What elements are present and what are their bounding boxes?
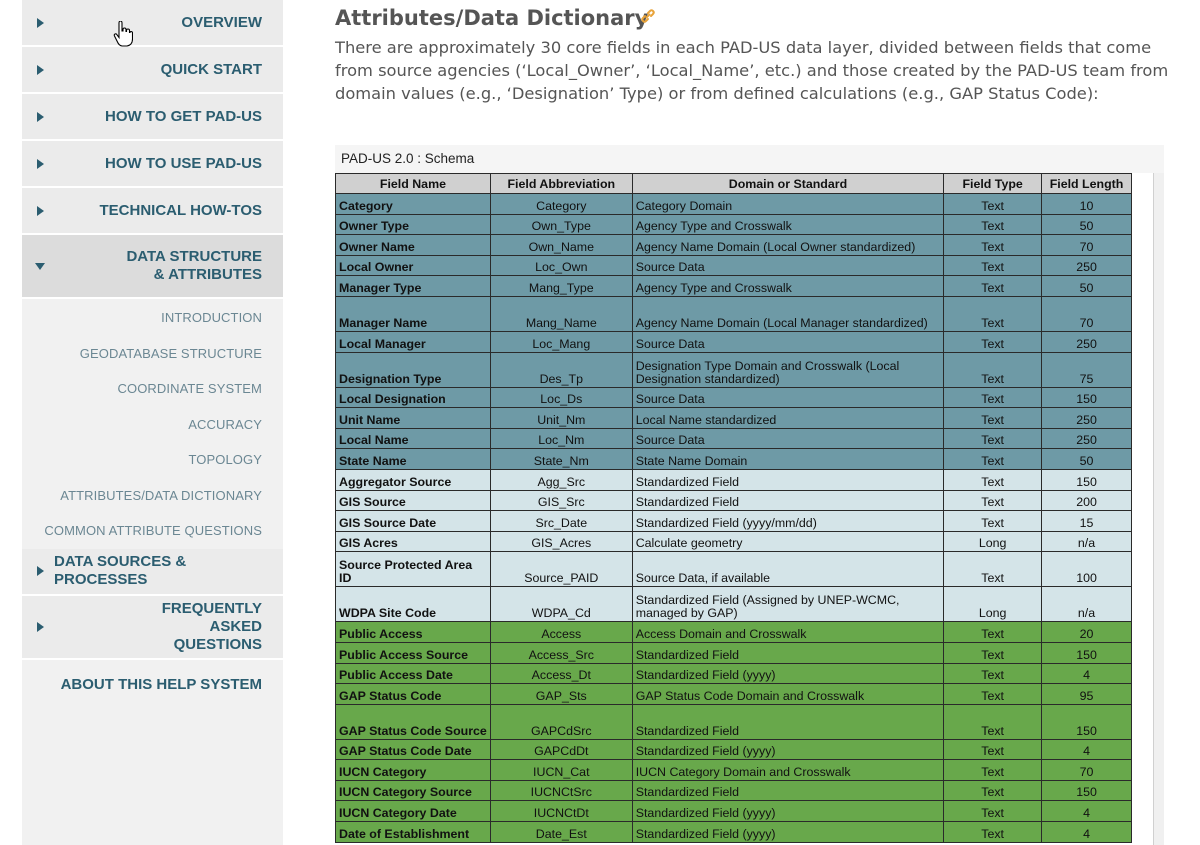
table-cell: Text bbox=[944, 490, 1042, 511]
table-cell: Local Name standardized bbox=[632, 408, 943, 429]
table-cell: Standardized Field (yyyy) bbox=[632, 801, 943, 822]
table-cell: GAPCdDt bbox=[490, 739, 632, 760]
table-cell: Standardized Field (yyyy) bbox=[632, 739, 943, 760]
table-cell: Local Manager bbox=[336, 331, 491, 352]
table-row bbox=[336, 214, 1132, 235]
subnav-item-introduction[interactable]: INTRODUCTION bbox=[161, 310, 262, 325]
nav-item-technical-how-tos[interactable] bbox=[22, 188, 283, 235]
table-cell: Manager Name bbox=[336, 296, 491, 331]
table-cell: GAPCdSrc bbox=[490, 704, 632, 739]
table-cell: Standardized Field bbox=[632, 469, 943, 490]
table-cell: Source Data bbox=[632, 387, 943, 408]
triangle-right-icon bbox=[37, 18, 44, 28]
table-cell: Text bbox=[944, 276, 1042, 297]
table-cell: Source Data, if available bbox=[632, 552, 943, 587]
table-cell: 4 bbox=[1042, 663, 1132, 684]
table-cell: Source Data bbox=[632, 331, 943, 352]
table-cell: Source Data bbox=[632, 255, 943, 276]
column-header-field-name: Field Name bbox=[336, 174, 491, 194]
table-cell: Loc_Own bbox=[490, 255, 632, 276]
table-cell: Text bbox=[944, 469, 1042, 490]
table-cell: Source_PAID bbox=[490, 552, 632, 587]
table-cell: 100 bbox=[1042, 552, 1132, 587]
table-row bbox=[336, 801, 1132, 822]
table-row bbox=[336, 780, 1132, 801]
table-cell: Category bbox=[490, 194, 632, 215]
table-cell: Category bbox=[336, 194, 491, 215]
table-cell: Standardized Field bbox=[632, 490, 943, 511]
table-cell: 50 bbox=[1042, 276, 1132, 297]
table-cell: IUCNCtSrc bbox=[490, 780, 632, 801]
triangle-right-icon bbox=[37, 206, 44, 216]
table-cell: Local Owner bbox=[336, 255, 491, 276]
table-cell: Standardized Field bbox=[632, 780, 943, 801]
nav-item-overview[interactable] bbox=[22, 0, 283, 47]
schema-panel bbox=[335, 145, 1164, 845]
table-cell: 4 bbox=[1042, 822, 1132, 843]
column-header-field-abbreviation: Field Abbreviation bbox=[490, 174, 632, 194]
table-row bbox=[336, 469, 1132, 490]
table-cell: Loc_Mang bbox=[490, 331, 632, 352]
table-cell: GAP_Sts bbox=[490, 684, 632, 705]
table-row bbox=[336, 704, 1132, 739]
table-cell: 250 bbox=[1042, 408, 1132, 429]
triangle-right-icon bbox=[37, 65, 44, 75]
table-cell: Agency Type and Crosswalk bbox=[632, 214, 943, 235]
table-cell: Text bbox=[944, 214, 1042, 235]
table-row bbox=[336, 760, 1132, 781]
table-cell: Text bbox=[944, 408, 1042, 429]
table-cell: 15 bbox=[1042, 511, 1132, 532]
table-cell: Unit Name bbox=[336, 408, 491, 429]
table-cell: Text bbox=[944, 449, 1042, 470]
table-cell: Date_Est bbox=[490, 822, 632, 843]
triangle-right-icon bbox=[37, 566, 44, 576]
table-cell: Unit_Nm bbox=[490, 408, 632, 429]
table-cell: Text bbox=[944, 194, 1042, 215]
schema-table bbox=[335, 173, 1132, 843]
sidebar bbox=[22, 0, 283, 845]
table-row bbox=[336, 684, 1132, 705]
column-header-field-type: Field Type bbox=[944, 174, 1042, 194]
table-cell: Long bbox=[944, 531, 1042, 552]
link-icon[interactable] bbox=[639, 7, 657, 25]
table-cell: Mang_Name bbox=[490, 296, 632, 331]
table-cell: Text bbox=[944, 739, 1042, 760]
table-cell: 150 bbox=[1042, 704, 1132, 739]
table-row bbox=[336, 552, 1132, 587]
table-cell: 150 bbox=[1042, 469, 1132, 490]
column-header-domain: Domain or Standard bbox=[632, 174, 943, 194]
table-cell: n/a bbox=[1042, 587, 1132, 622]
table-cell: IUCNCtDt bbox=[490, 801, 632, 822]
table-cell: Text bbox=[944, 235, 1042, 256]
table-cell: State Name Domain bbox=[632, 449, 943, 470]
table-cell: 4 bbox=[1042, 739, 1132, 760]
table-cell: Loc_Nm bbox=[490, 428, 632, 449]
table-cell: Src_Date bbox=[490, 511, 632, 532]
schema-table-body bbox=[336, 194, 1132, 843]
table-cell: GAP Status Code Date bbox=[336, 739, 491, 760]
table-cell: Aggregator Source bbox=[336, 469, 491, 490]
table-cell: GIS_Src bbox=[490, 490, 632, 511]
table-cell: 20 bbox=[1042, 622, 1132, 643]
table-cell: GIS Source Date bbox=[336, 511, 491, 532]
table-cell: GIS_Acres bbox=[490, 531, 632, 552]
table-cell: Text bbox=[944, 428, 1042, 449]
table-cell: Manager Type bbox=[336, 276, 491, 297]
table-cell: 50 bbox=[1042, 449, 1132, 470]
table-row bbox=[336, 352, 1132, 387]
table-cell: 250 bbox=[1042, 255, 1132, 276]
table-cell: Agg_Src bbox=[490, 469, 632, 490]
table-row bbox=[336, 511, 1132, 532]
table-cell: WDPA Site Code bbox=[336, 587, 491, 622]
table-row bbox=[336, 642, 1132, 663]
table-cell: Text bbox=[944, 704, 1042, 739]
table-row bbox=[336, 235, 1132, 256]
table-cell: 4 bbox=[1042, 801, 1132, 822]
table-cell: Text bbox=[944, 352, 1042, 387]
nav-label: DATA SOURCES & PROCESSES bbox=[54, 553, 187, 588]
table-cell: Public Access Date bbox=[336, 663, 491, 684]
table-cell: IUCN Category Domain and Crosswalk bbox=[632, 760, 943, 781]
table-cell: Text bbox=[944, 296, 1042, 331]
table-row bbox=[336, 531, 1132, 552]
table-cell: Text bbox=[944, 801, 1042, 822]
table-cell: Text bbox=[944, 622, 1042, 643]
table-cell: Calculate geometry bbox=[632, 531, 943, 552]
table-cell: GAP Status Code Domain and Crosswalk bbox=[632, 684, 943, 705]
table-cell: Text bbox=[944, 663, 1042, 684]
table-cell: Loc_Ds bbox=[490, 387, 632, 408]
table-cell: WDPA_Cd bbox=[490, 587, 632, 622]
table-cell: Long bbox=[944, 587, 1042, 622]
table-cell: Text bbox=[944, 552, 1042, 587]
schema-table-container bbox=[335, 173, 1132, 843]
table-cell: 75 bbox=[1042, 352, 1132, 387]
subnav-list bbox=[22, 299, 283, 549]
triangle-right-icon bbox=[37, 112, 44, 122]
table-cell: State Name bbox=[336, 449, 491, 470]
subnav-item-topology[interactable]: TOPOLOGY bbox=[188, 452, 262, 467]
table-cell: 70 bbox=[1042, 296, 1132, 331]
hand-pointer-icon bbox=[113, 21, 133, 47]
table-cell: Designation Type Domain and Crosswalk (Local Designation standardized) bbox=[632, 352, 943, 387]
nav-label: FREQUENTLY ASKED QUESTIONS bbox=[161, 599, 262, 653]
table-cell: Text bbox=[944, 760, 1042, 781]
intro-paragraph: There are approximately 30 core fields in each PAD-US data layer, divided between fields that come from source agencies (‘Local_Owner’, ‘Local_Name’, etc.) and those created by the PAD-US team from domain values (e.g., ‘Designation’ Type) or from defined calculations (e.g., GAP Status Code): bbox=[335, 38, 1169, 103]
table-row bbox=[336, 276, 1132, 297]
subnav-item-accuracy[interactable]: ACCURACY bbox=[188, 416, 262, 432]
table-cell: Owner Type bbox=[336, 214, 491, 235]
page-title: Attributes/Data Dictionary bbox=[335, 6, 649, 30]
table-cell: Source Data bbox=[632, 428, 943, 449]
table-cell: Text bbox=[944, 684, 1042, 705]
column-header-field-length: Field Length bbox=[1042, 174, 1132, 194]
table-cell: Text bbox=[944, 780, 1042, 801]
nav-item-how-to-get[interactable] bbox=[22, 94, 283, 141]
table-cell: Agency Type and Crosswalk bbox=[632, 276, 943, 297]
table-cell: Own_Name bbox=[490, 235, 632, 256]
table-row bbox=[336, 490, 1132, 511]
table-row bbox=[336, 428, 1132, 449]
table-cell: GAP Status Code bbox=[336, 684, 491, 705]
table-cell: Standardized Field (Assigned by UNEP-WCMC, managed by GAP) bbox=[632, 587, 943, 622]
table-cell: Access Domain and Crosswalk bbox=[632, 622, 943, 643]
table-cell: Public Access Source bbox=[336, 642, 491, 663]
nav-label: TECHNICAL HOW-TOS bbox=[99, 201, 262, 219]
subnav-item-geodatabase-structure[interactable]: GEODATABASE STRUCTURE bbox=[79, 345, 262, 361]
table-cell: Access bbox=[490, 622, 632, 643]
table-cell: 150 bbox=[1042, 387, 1132, 408]
table-cell: Date of Establishment bbox=[336, 822, 491, 843]
nav-item-quick-start[interactable] bbox=[22, 47, 283, 94]
table-cell: IUCN Category Date bbox=[336, 801, 491, 822]
table-cell: Standardized Field (yyyy/mm/dd) bbox=[632, 511, 943, 532]
table-cell: Text bbox=[944, 387, 1042, 408]
table-row bbox=[336, 822, 1132, 843]
table-cell: State_Nm bbox=[490, 449, 632, 470]
nav-label: HOW TO USE PAD-US bbox=[105, 154, 262, 172]
table-row bbox=[336, 739, 1132, 760]
table-cell: GIS Source bbox=[336, 490, 491, 511]
table-cell: Agency Name Domain (Local Owner standardized) bbox=[632, 235, 943, 256]
schema-caption: PAD-US 2.0 : Schema bbox=[335, 145, 1164, 173]
table-cell: Own_Type bbox=[490, 214, 632, 235]
table-cell: 50 bbox=[1042, 214, 1132, 235]
table-cell: Text bbox=[944, 511, 1042, 532]
nav-item-faq[interactable] bbox=[22, 596, 283, 660]
table-row bbox=[336, 331, 1132, 352]
table-cell: Text bbox=[944, 822, 1042, 843]
table-row bbox=[336, 622, 1132, 643]
table-cell: Standardized Field bbox=[632, 704, 943, 739]
table-cell: Category Domain bbox=[632, 194, 943, 215]
nav-label: HOW TO GET PAD-US bbox=[105, 107, 262, 125]
table-cell: 70 bbox=[1042, 235, 1132, 256]
table-row bbox=[336, 449, 1132, 470]
table-cell: 200 bbox=[1042, 490, 1132, 511]
triangle-right-icon bbox=[37, 159, 44, 169]
table-cell: IUCN Category Source bbox=[336, 780, 491, 801]
table-cell: 10 bbox=[1042, 194, 1132, 215]
table-row bbox=[336, 255, 1132, 276]
table-cell: Mang_Type bbox=[490, 276, 632, 297]
table-cell: Agency Name Domain (Local Manager standardized) bbox=[632, 296, 943, 331]
nav-item-data-sources[interactable] bbox=[22, 549, 283, 596]
table-cell: Standardized Field (yyyy) bbox=[632, 663, 943, 684]
table-row bbox=[336, 408, 1132, 429]
table-cell: Local Designation bbox=[336, 387, 491, 408]
vertical-scrollbar[interactable] bbox=[1153, 173, 1164, 845]
table-cell: Designation Type bbox=[336, 352, 491, 387]
table-cell: Text bbox=[944, 642, 1042, 663]
table-cell: GIS Acres bbox=[336, 531, 491, 552]
table-cell: Public Access bbox=[336, 622, 491, 643]
table-cell: Text bbox=[944, 255, 1042, 276]
nav-label: OVERVIEW bbox=[181, 13, 262, 31]
nav-item-how-to-use[interactable] bbox=[22, 141, 283, 188]
table-cell: Source Protected Area ID bbox=[336, 552, 491, 587]
table-row bbox=[336, 587, 1132, 622]
table-cell: IUCN_Cat bbox=[490, 760, 632, 781]
triangle-down-icon bbox=[35, 263, 45, 270]
triangle-right-icon bbox=[37, 622, 44, 632]
table-cell: n/a bbox=[1042, 531, 1132, 552]
table-cell: Standardized Field (yyyy) bbox=[632, 822, 943, 843]
table-row bbox=[336, 296, 1132, 331]
table-header-row bbox=[336, 174, 1132, 194]
nav-label: QUICK START bbox=[160, 60, 262, 78]
nav-label: DATA STRUCTURE & ATTRIBUTES bbox=[126, 248, 262, 283]
table-cell: GAP Status Code Source bbox=[336, 704, 491, 739]
table-cell: Des_Tp bbox=[490, 352, 632, 387]
table-cell: Access_Src bbox=[490, 642, 632, 663]
nav-item-data-structure[interactable] bbox=[22, 235, 283, 299]
table-cell: 150 bbox=[1042, 642, 1132, 663]
table-row bbox=[336, 194, 1132, 215]
table-cell: 250 bbox=[1042, 428, 1132, 449]
table-cell: 70 bbox=[1042, 760, 1132, 781]
table-cell: 250 bbox=[1042, 331, 1132, 352]
table-cell: IUCN Category bbox=[336, 760, 491, 781]
table-cell: Text bbox=[944, 331, 1042, 352]
table-cell: 95 bbox=[1042, 684, 1132, 705]
table-cell: Local Name bbox=[336, 428, 491, 449]
table-row bbox=[336, 387, 1132, 408]
table-cell: 150 bbox=[1042, 780, 1132, 801]
table-row bbox=[336, 663, 1132, 684]
subnav-item-common-questions[interactable]: COMMON ATTRIBUTE QUESTIONS bbox=[44, 523, 262, 538]
subnav-item-coordinate-system[interactable]: COORDINATE SYSTEM bbox=[117, 381, 262, 396]
nav-item-about[interactable]: ABOUT THIS HELP SYSTEM bbox=[60, 675, 262, 693]
table-cell: Owner Name bbox=[336, 235, 491, 256]
table-cell: Standardized Field bbox=[632, 642, 943, 663]
table-cell: Access_Dt bbox=[490, 663, 632, 684]
subnav-item-attributes[interactable]: ATTRIBUTES/DATA DICTIONARY bbox=[60, 487, 262, 503]
